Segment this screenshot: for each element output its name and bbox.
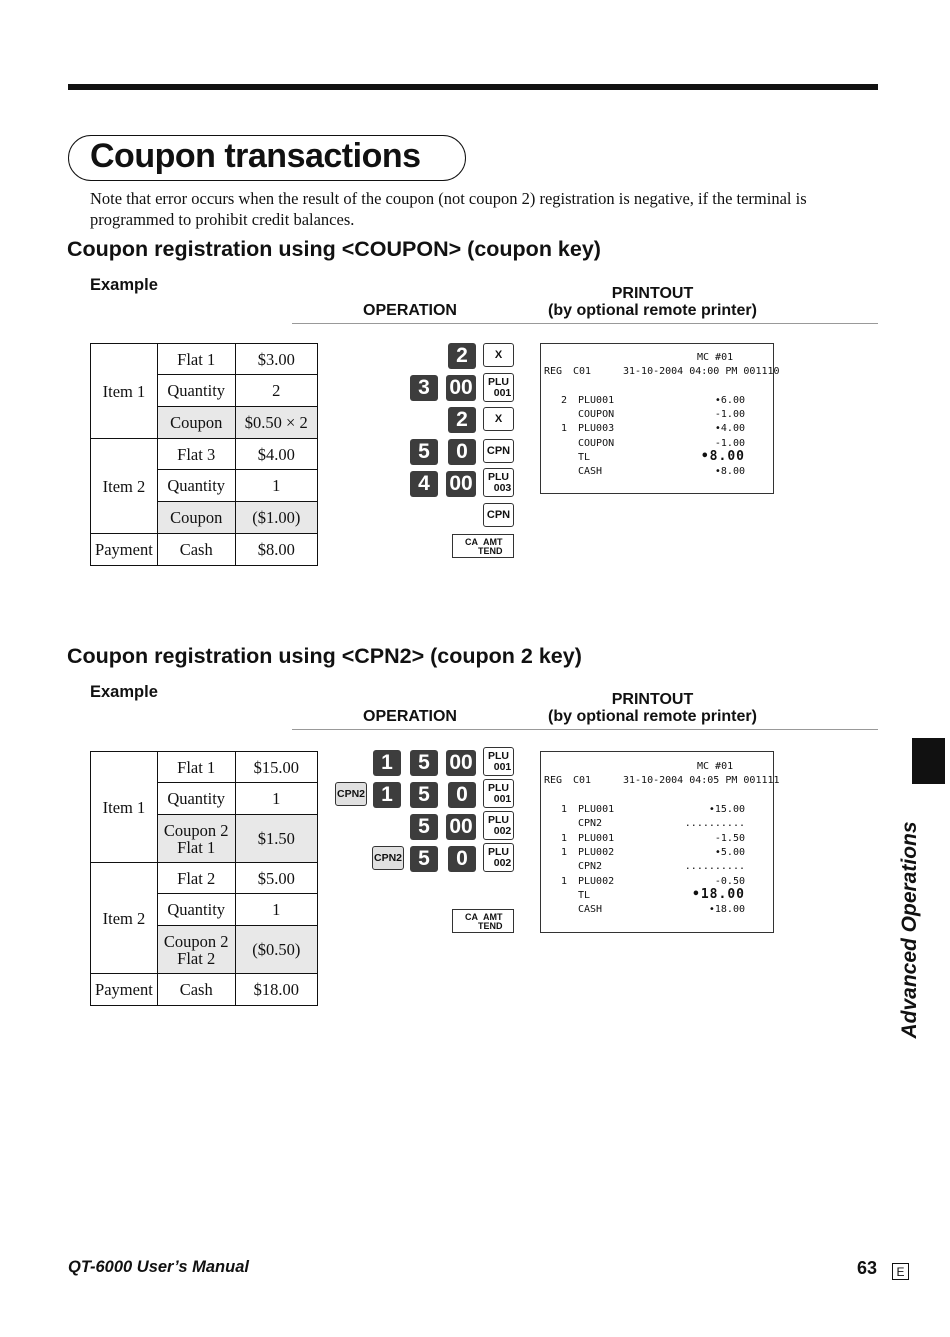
- receipt-clerk: C01: [573, 366, 592, 377]
- key-5[interactable]: 5: [410, 750, 438, 776]
- page-number: 63: [857, 1258, 878, 1278]
- table-cell: Coupon: [157, 407, 235, 439]
- key-label: CA: [465, 912, 478, 922]
- section2-example-label: Example: [90, 683, 158, 701]
- section1-example-table: [90, 343, 318, 566]
- table-cell: Flat 3: [157, 439, 235, 470]
- key-plu-002[interactable]: [483, 843, 514, 872]
- section1-operation-label: OPERATION: [363, 302, 457, 319]
- receipt-item: CPN2: [578, 861, 603, 872]
- table-cell: Item 1: [91, 752, 158, 863]
- table-cell: $18.00: [235, 974, 317, 1006]
- table-cell: Quantity: [157, 783, 235, 815]
- key-cpn[interactable]: CPN: [483, 503, 514, 527]
- receipt-item: COUPON: [578, 409, 615, 420]
- receipt-amount: •15.00: [708, 804, 745, 815]
- receipt-qty: 1: [561, 833, 568, 844]
- key-label: 001: [493, 760, 512, 773]
- key-multiply[interactable]: X: [483, 407, 514, 431]
- key-cpn2[interactable]: CPN2: [335, 782, 367, 806]
- table-cell: $8.00: [235, 534, 317, 566]
- key-label: TEND: [478, 921, 503, 931]
- receipt-datetime: 31-10-2004 04:05 PM 001111: [623, 775, 780, 786]
- section1-example-label: Example: [90, 276, 158, 294]
- cell-line: Coupon 2: [163, 820, 229, 840]
- key-0[interactable]: 0: [448, 782, 476, 808]
- section2-receipt: [540, 751, 780, 933]
- receipt-total-label: TL: [578, 452, 591, 463]
- key-ca-amt-tend[interactable]: [452, 909, 514, 933]
- key-1[interactable]: 1: [373, 782, 401, 808]
- section1-receipt: [540, 343, 780, 494]
- key-label: PLU: [488, 470, 509, 483]
- key-label: 003: [493, 481, 512, 494]
- key-plu-001[interactable]: [483, 779, 514, 808]
- receipt-amount: -1.50: [714, 833, 745, 844]
- key-0[interactable]: 0: [448, 439, 476, 465]
- section2-printout-sub: (by optional remote printer): [548, 708, 757, 725]
- receipt-mode: REG: [544, 366, 563, 377]
- key-label: PLU: [488, 375, 509, 388]
- key-label: 001: [493, 386, 512, 399]
- receipt-amount: •18.00: [708, 904, 745, 915]
- section2-printout-label: PRINTOUT: [611, 691, 694, 708]
- key-0[interactable]: 0: [448, 846, 476, 872]
- receipt-qty: 1: [561, 876, 568, 887]
- table-cell: $3.00: [235, 344, 317, 375]
- receipt-item: COUPON: [578, 438, 615, 449]
- table-cell: Item 2: [91, 863, 158, 974]
- receipt-qty: 1: [561, 847, 568, 858]
- table-cell: Flat 1: [157, 344, 235, 375]
- receipt-item: PLU002: [578, 847, 615, 858]
- key-label: PLU: [488, 845, 509, 858]
- table-cell: $15.00: [235, 752, 317, 783]
- receipt-machine: MC #01: [697, 761, 734, 772]
- key-label: TEND: [478, 546, 503, 556]
- key-ca-amt-tend[interactable]: [452, 534, 514, 558]
- receipt-item: CASH: [578, 466, 603, 477]
- section2-example-table: [90, 751, 318, 1006]
- table-cell: Payment: [91, 534, 158, 566]
- key-label: 002: [493, 856, 512, 869]
- key-2[interactable]: 2: [448, 343, 476, 369]
- table-cell: Quantity: [157, 470, 235, 502]
- chapter-tab-label: Advanced Operations: [898, 821, 921, 1039]
- table-cell: 1: [235, 894, 317, 926]
- receipt-machine: MC #01: [697, 352, 734, 363]
- section2-heading: Coupon registration using <CPN2> (coupon 2 key): [67, 644, 582, 668]
- receipt-amount: •4.00: [714, 423, 745, 434]
- key-label: PLU: [488, 749, 509, 762]
- table-cell: $5.00: [235, 863, 317, 894]
- key-5[interactable]: 5: [410, 846, 438, 872]
- receipt-qty: 2: [561, 395, 568, 406]
- receipt-datetime: 31-10-2004 04:00 PM 001110: [623, 366, 780, 377]
- section1-divider: [292, 323, 878, 324]
- receipt-item: CPN2: [578, 818, 603, 829]
- table-cell: Cash: [157, 974, 235, 1006]
- table-cell: Quantity: [157, 894, 235, 926]
- page-title: Coupon transactions: [90, 137, 421, 175]
- table-cell: Item 1: [91, 344, 158, 439]
- key-cpn[interactable]: CPN: [483, 439, 514, 463]
- intro-note: Note that error occurs when the result of the coupon (not coupon 2) registration is negative, if the terminal is programmed to prohibit credit balances.: [90, 189, 807, 229]
- section1-printout-label: PRINTOUT: [611, 285, 694, 302]
- key-label: 002: [493, 824, 512, 837]
- table-cell: Flat 1: [157, 752, 235, 783]
- table-cell: $1.50: [235, 815, 317, 863]
- table-cell: Item 2: [91, 439, 158, 534]
- key-label: PLU: [488, 781, 509, 794]
- receipt-amount: -0.50: [714, 876, 745, 887]
- top-rule: [68, 84, 878, 90]
- table-cell: Cash: [157, 534, 235, 566]
- receipt-total-amount: •8.00: [700, 449, 745, 464]
- table-cell: [157, 926, 235, 974]
- section1-heading: Coupon registration using <COUPON> (coupon key): [67, 237, 601, 261]
- receipt-total-label: TL: [578, 890, 591, 901]
- language-badge: E: [892, 1263, 909, 1280]
- receipt-amount: -1.00: [714, 409, 745, 420]
- table-cell: ($1.00): [235, 502, 317, 534]
- key-cpn2[interactable]: CPN2: [372, 846, 404, 870]
- receipt-amount: •8.00: [714, 466, 745, 477]
- key-label: AMT: [483, 537, 503, 547]
- key-00[interactable]: 00: [446, 814, 476, 840]
- table-cell: 2: [235, 375, 317, 407]
- receipt-mode: REG: [544, 775, 563, 786]
- key-label: CA: [465, 537, 478, 547]
- key-00[interactable]: 00: [446, 750, 476, 776]
- table-cell: $4.00: [235, 439, 317, 470]
- table-cell: Quantity: [157, 375, 235, 407]
- receipt-item: PLU003: [578, 423, 615, 434]
- key-plu-001[interactable]: [483, 373, 514, 402]
- table-cell: 1: [235, 783, 317, 815]
- key-4[interactable]: 4: [410, 471, 438, 497]
- key-plu-001[interactable]: [483, 747, 514, 776]
- receipt-total-amount: •18.00: [692, 887, 745, 902]
- table-cell: Coupon: [157, 502, 235, 534]
- table-cell: ($0.50): [235, 926, 317, 974]
- key-5[interactable]: 5: [410, 782, 438, 808]
- key-1[interactable]: 1: [373, 750, 401, 776]
- table-cell: Flat 2: [157, 863, 235, 894]
- receipt-amount: ..........: [684, 818, 745, 829]
- key-5[interactable]: 5: [410, 439, 438, 465]
- key-label: 001: [493, 792, 512, 805]
- receipt-item: PLU001: [578, 833, 615, 844]
- footer-manual-title: QT-6000 User’s Manual: [68, 1258, 249, 1276]
- key-5[interactable]: 5: [410, 814, 438, 840]
- cell-line: Coupon 2: [163, 931, 229, 951]
- receipt-item: PLU002: [578, 876, 615, 887]
- key-label: AMT: [483, 912, 503, 922]
- receipt-qty: 1: [561, 423, 568, 434]
- receipt-item: PLU001: [578, 395, 615, 406]
- receipt-clerk: C01: [573, 775, 592, 786]
- section2-divider: [292, 729, 878, 730]
- cell-line: Flat 2: [177, 948, 216, 968]
- receipt-qty: 1: [561, 804, 568, 815]
- section2-operation-label: OPERATION: [363, 708, 457, 725]
- table-cell: [157, 815, 235, 863]
- table-cell: $0.50 × 2: [235, 407, 317, 439]
- key-2[interactable]: 2: [448, 407, 476, 433]
- receipt-amount: •5.00: [714, 847, 745, 858]
- key-label: PLU: [488, 813, 509, 826]
- key-plu-002[interactable]: [483, 811, 514, 840]
- key-00[interactable]: 00: [446, 471, 476, 497]
- receipt-amount: •6.00: [714, 395, 745, 406]
- receipt-item: PLU001: [578, 804, 615, 815]
- section1-printout-sub: (by optional remote printer): [548, 302, 757, 319]
- key-00[interactable]: 00: [446, 375, 476, 401]
- table-cell: 1: [235, 470, 317, 502]
- receipt-amount: -1.00: [714, 438, 745, 449]
- receipt-amount: ..........: [684, 861, 745, 872]
- key-plu-003[interactable]: [483, 468, 514, 497]
- receipt-item: CASH: [578, 904, 603, 915]
- cell-line: Flat 1: [177, 837, 216, 857]
- table-cell: Payment: [91, 974, 158, 1006]
- key-multiply[interactable]: X: [483, 343, 514, 367]
- key-3[interactable]: 3: [410, 375, 438, 401]
